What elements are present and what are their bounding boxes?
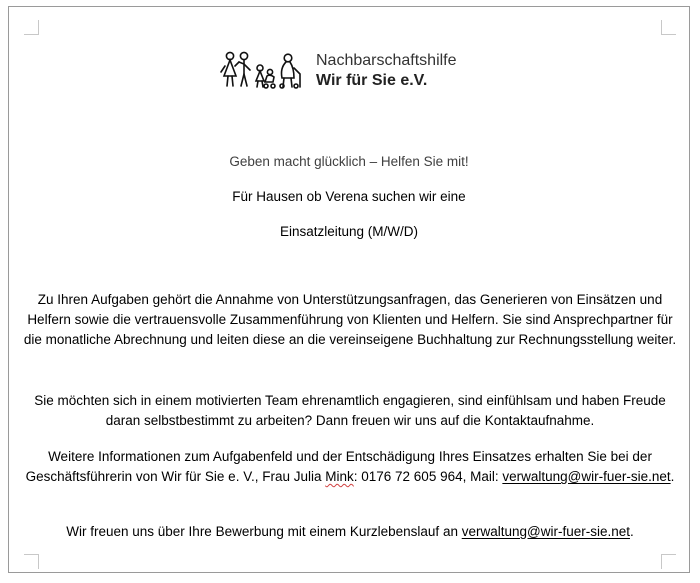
family-figures-icon	[220, 50, 306, 90]
application-period: .	[629, 524, 634, 539]
job-heading-line1: Für Hausen ob Verena suchen wir eine	[232, 189, 466, 204]
contact-text-intro: Weitere Informationen zum Aufgabenfeld und der Entschädigung Ihres Einsatzes erhalten Sie bei der Geschäftsführerin von Wir für Sie e. V., Frau Julia	[25, 449, 652, 484]
tagline: Geben macht glücklich – Helfen Sie mit!	[229, 154, 469, 169]
application-text: Wir freuen uns über Ihre Bewerbung mit einem Kurzlebenslauf an	[66, 524, 462, 539]
contact-person-name: Mink	[325, 469, 354, 484]
contact-paragraph	[20, 447, 680, 487]
logo-title: Nachbarschaftshilfe	[316, 52, 457, 69]
contact-period: .	[670, 469, 675, 484]
application-email-link[interactable]: verwaltung@wir-fuer-sie.net	[461, 524, 630, 539]
organization-logo	[220, 46, 480, 96]
job-title: Einsatzleitung (M/W/D)	[279, 224, 419, 239]
contact-email-link[interactable]: verwaltung@wir-fuer-sie.net	[502, 469, 671, 484]
logo-subtitle: Wir für Sie e.V.	[316, 72, 428, 89]
application-paragraph	[20, 522, 680, 542]
margin-mark-bottom-right	[661, 554, 676, 569]
margin-mark-top-left	[24, 20, 39, 35]
team-paragraph: Sie möchten sich in einem motivierten Team ehrenamtlich engagieren, sind einfühlsam und haben Freude daran selbstbestimmt zu arbeiten? Dann freuen wir uns auf die Kontaktaufnahme.	[34, 393, 666, 428]
tasks-paragraph: Zu Ihren Aufgaben gehört die Annahme von Unterstützungsanfragen, das Generieren von Einsätzen und Helfern sowie die vertrauensvolle Zusammenführung von Klienten und Helfern. Sie sind Ansprechpartner für die monatliche Abrechnung und leiten diese an die vereinseigene Buchhaltung zur Rechnungsstellung weiter.	[23, 292, 677, 347]
margin-mark-top-right	[661, 20, 676, 35]
contact-phone-text: : 0176 72 605 964, Mail:	[353, 469, 503, 484]
margin-mark-bottom-left	[24, 554, 39, 569]
